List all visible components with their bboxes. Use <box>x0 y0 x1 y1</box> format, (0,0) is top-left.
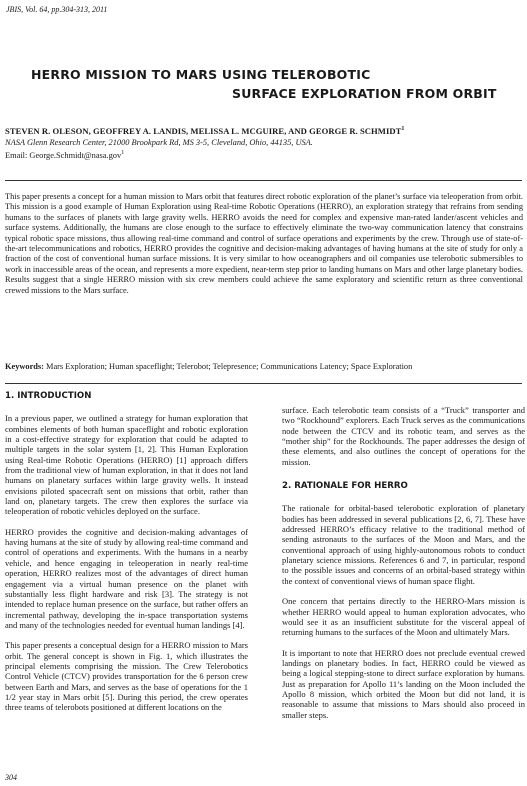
section-heading-rationale: 2. RATIONALE FOR HERRO <box>282 481 408 492</box>
paragraph: One concern that pertains directly to the HERRO-Mars mission is whether HERRO would appeal to human exploration advocates, who would see it as an insufficient substitute for the visceral appeal of returning humans to the surfaces of the Moon and ultimately Mars. <box>282 596 525 638</box>
email-footnote-marker: 1 <box>121 150 125 156</box>
author-names: STEVEN R. OLESON, GEOFFREY A. LANDIS, MELISSA L. MCGUIRE, AND GEORGE R. SCHMIDT <box>5 126 402 136</box>
abstract-top-rule <box>5 180 522 181</box>
paragraph: It is important to note that HERRO does not preclude eventual crewed landings on planetary bodies. In fact, HERRO could be viewed as being a logical stepping-stone to direct surface exploration by humans. Just as preparation for Apollo 11’s landing on the Moon included the Apollo 8 mission, which orbited the Moon but did not land, it is reasonable to assume that missions to Mars should also proceed in smaller steps. <box>282 647 525 720</box>
page-number: 304 <box>5 773 17 782</box>
paragraph: In a previous paper, we outlined a strategy for human exploration that combines elements of both human spaceflight and robotic exploration in a cost-effective strategy for exploration that could be adapted to multiple targets in the solar system [1, 2]. This Human Exploration using Real-time Robotic Operations (HERRO) [1] approach differs from the traditional view of human exploration, in that it does not land humans on planetary surfaces within large gravity wells. It instead envisions piloted spacecraft sent on missions that orbit, rather than land on, planetary targets. The crew then explores the surface via teleoperation of robotic vehicles deployed on the surface. <box>5 413 248 517</box>
paragraph: HERRO provides the cognitive and decision-making advantages of having humans at the site of study by allowing real-time command and control of operations and experiments. With the humans in a nearby vehicle, and hence engaging in teleoperation in nearly real-time operation, HERRO realizes most of the advantages of direct human engagement via a virtual human presence on the planet with substantially less flight hardware and risk [3]. The strategy is not intended to replace human presence on the surface, but rather offers an incremental pathway, developing the in-space transportation systems and many of the technologies needed for eventual human landings [4]. <box>5 526 248 630</box>
section-heading-introduction: 1. INTRODUCTION <box>5 391 92 401</box>
paper-title-line-1: HERRO MISSION TO MARS USING TELEROBOTIC <box>31 67 371 82</box>
paragraph: The rationale for orbital-based telerobotic exploration of planetary bodies has been addressed in several publications [2, 6, 7]. These have addressed HERRO’s efficacy relative to the traditional method of sending astronauts to the surfaces of the Moon and Mars, and the conventional approach of using highly-autonomous robots to conduct planetary science missions. References 6 and 7, in particular, respond to the possible issues and concerns of an orbital-based strategy within the context of conventional views of human space flight. <box>282 503 525 586</box>
keywords-list: Mars Exploration; Human spaceflight; Telerobot; Telepresence; Communications Latency; Space Exploration <box>43 362 413 371</box>
paragraph: surface. Each telerobotic team consists of a “Truck” transporter and two “Rockhound” explorers. Each Truck serves as the communications node between the CTCV and its robotic team, and serves as the “mother ship” for the Rockhounds. The paper addresses the design of these elements, and also outlines the concept of operations for the mission. <box>282 405 525 467</box>
author-list <box>5 126 404 136</box>
abstract-bottom-rule <box>5 383 522 384</box>
email-text: Email: George.Schmidt@nasa.gov <box>5 150 122 160</box>
paragraph: This paper presents a conceptual design for a HERRO mission to Mars orbit. The general concept is shown in Fig. 1, which illustrates the principal elements comprising the mission. The Crew Telerobotics Control Vehicle (CTCV) provides transportation for the 6 person crew between Earth and Mars, and serves as the base of operations for the 1 1/2 year stay in Mars orbit [5]. During this period, the crew operates three teams of telerobots positioned at different locations on the <box>5 640 248 713</box>
journal-reference: JBIS, Vol. 64, pp.304-313, 2011 <box>6 5 108 14</box>
keywords-label: Keywords: <box>5 362 44 371</box>
right-column <box>282 405 525 730</box>
left-column <box>5 391 248 723</box>
keywords <box>5 362 523 372</box>
paper-title-line-2: SURFACE EXPLORATION FROM ORBIT <box>232 86 497 101</box>
abstract: This paper presents a concept for a human mission to Mars orbit that features direct robotic exploration of the planet’s surface via teleoperation from orbit. This mission is a good example of Human Exploration using Real-time Robotic Operations (HERRO), an exploration strategy that refrains from sending humans to the surfaces of planets with large gravity wells. HERRO avoids the need for complex and expensive man-rated lander/ascent vehicles and surface systems. Additionally, the humans are close enough to the surface to effectively eliminate the two-way communication latency that constrains typical robotic space missions, thus allowing real-time command and control of surface operations and experiments by the crew. Through use of state-of-the-art telecommunications and robotics, HERRO provides the cognitive and decision-making advantages of having humans at the site of study for only a fraction of the cost of conventional human surface missions. It is very similar to how oceanographers and oil companies use telerobotic submersibles to work in inaccessible areas of the ocean, and represents a more expedient, near-term step prior to landing humans on Mars and other large planetary bodies. Results suggest that a single HERRO mission with six crew members could achieve the same exploratory and scientific return as three conventional crewed missions to the Mars surface. <box>5 192 523 295</box>
author-footnote-marker: 1 <box>401 126 405 133</box>
author-email <box>5 150 124 160</box>
author-affiliation: NASA Glenn Research Center, 21000 Brookpark Rd, MS 3-5, Cleveland, Ohio, 44135, USA. <box>5 138 313 147</box>
